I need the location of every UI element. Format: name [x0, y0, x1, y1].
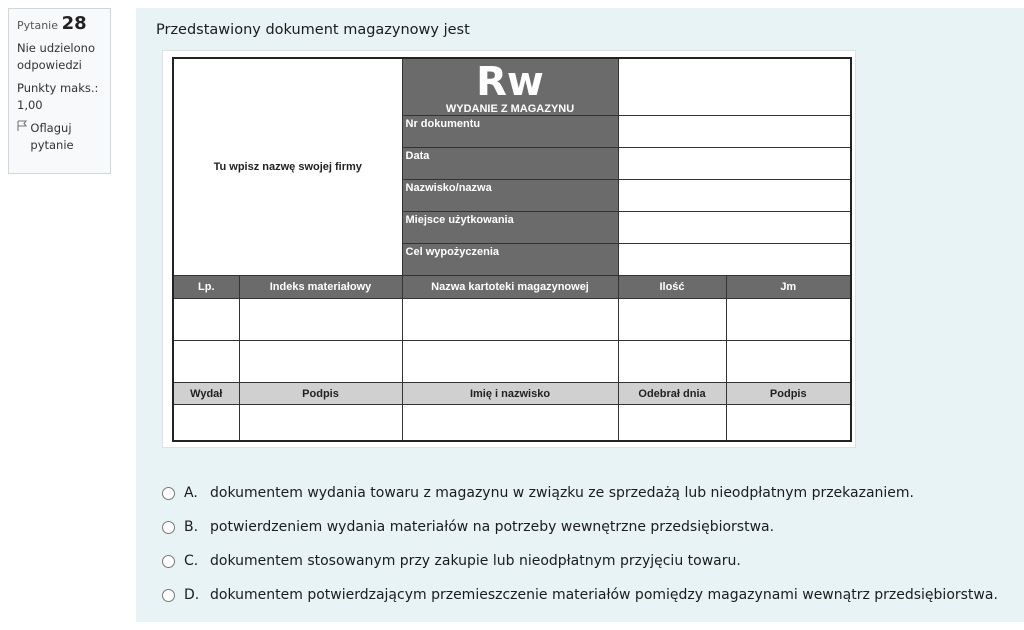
answer-letter: C.	[184, 553, 199, 569]
field-label: Cel wypożyczenia	[402, 244, 618, 276]
answer-option-b[interactable]	[162, 510, 998, 544]
sign-cell	[726, 405, 851, 441]
flag-icon	[17, 120, 28, 137]
radio-button[interactable]	[162, 555, 175, 568]
field-value	[618, 116, 851, 148]
document-code: Rw	[476, 59, 544, 105]
table-cell	[173, 299, 239, 341]
table-header: Jm	[726, 276, 851, 299]
flag-question-link[interactable]	[17, 120, 102, 154]
answer-option-a[interactable]	[162, 476, 998, 510]
table-header: Ilość	[618, 276, 726, 299]
field-value	[618, 212, 851, 244]
sign-header: Odebrał dnia	[618, 383, 726, 405]
answer-list	[162, 476, 998, 612]
field-value	[618, 244, 851, 276]
answer-text[interactable]: dokumentem stosowanym przy zakupie lub nieodpłatnym przyjęciu towaru.	[210, 553, 741, 569]
warehouse-document-image	[162, 50, 856, 448]
field-label: Nr dokumentu	[402, 116, 618, 148]
table-header: Nazwa kartoteki magazynowej	[402, 276, 618, 299]
answer-text[interactable]: dokumentem potwierdzającym przemieszczenie materiałów pomiędzy magazynami wewnątrz przedsiębiorstwa.	[210, 587, 998, 603]
answer-letter: D.	[184, 587, 200, 603]
sign-cell	[173, 405, 239, 441]
radio-button[interactable]	[162, 589, 175, 602]
table-cell	[618, 341, 726, 383]
sign-header: Imię i nazwisko	[402, 383, 618, 405]
answer-letter: A.	[184, 485, 198, 501]
answer-option-c[interactable]	[162, 544, 998, 578]
answer-letter: B.	[184, 519, 199, 535]
field-label: Data	[402, 148, 618, 180]
sign-cell	[239, 405, 402, 441]
sign-header: Wydał	[173, 383, 239, 405]
answer-text[interactable]: dokumentem wydania towaru z magazynu w związku ze sprzedażą lub nieodpłatnym przekazaniem.	[210, 485, 914, 501]
table-cell	[402, 299, 618, 341]
document-title: WYDANIE Z MAGAZYNU	[445, 103, 575, 115]
table-cell	[402, 341, 618, 383]
table-cell	[173, 341, 239, 383]
field-value	[618, 148, 851, 180]
table-cell	[618, 299, 726, 341]
field-label: Nazwisko/nazwa	[402, 180, 618, 212]
question-content	[136, 8, 1024, 622]
answer-option-d[interactable]	[162, 578, 998, 612]
rw-document-form	[172, 57, 852, 442]
flag-question-label[interactable]: Oflaguj pytanie	[30, 121, 74, 152]
sign-cell	[402, 405, 618, 441]
question-info-panel	[8, 8, 111, 174]
field-label: Miejsce użytkowania	[402, 212, 618, 244]
radio-button[interactable]	[162, 521, 175, 534]
table-cell	[239, 299, 402, 341]
table-cell	[726, 341, 851, 383]
table-header: Indeks materiałowy	[239, 276, 402, 299]
table-cell	[239, 341, 402, 383]
sign-header: Podpis	[239, 383, 402, 405]
question-state: Nie udzielono odpowiedzi	[17, 41, 95, 72]
radio-button[interactable]	[162, 487, 175, 500]
table-cell	[726, 299, 851, 341]
field-value	[618, 180, 851, 212]
header-blank-cell	[618, 58, 851, 116]
sign-header: Podpis	[726, 383, 851, 405]
question-label: Pytanie	[17, 19, 58, 32]
question-max-points: Punkty maks.: 1,00	[17, 81, 99, 112]
sign-cell	[618, 405, 726, 441]
question-number: 28	[61, 13, 87, 34]
table-header: Lp.	[173, 276, 239, 299]
question-number-line	[17, 15, 102, 34]
question-text: Przedstawiony dokument magazynowy jest	[156, 22, 470, 38]
document-code-cell	[402, 58, 618, 116]
answer-text[interactable]: potwierdzeniem wydania materiałów na potrzeby wewnętrzne przedsiębiorstwa.	[210, 519, 775, 535]
firm-name-cell: Tu wpisz nazwę swojej firmy	[173, 58, 402, 276]
